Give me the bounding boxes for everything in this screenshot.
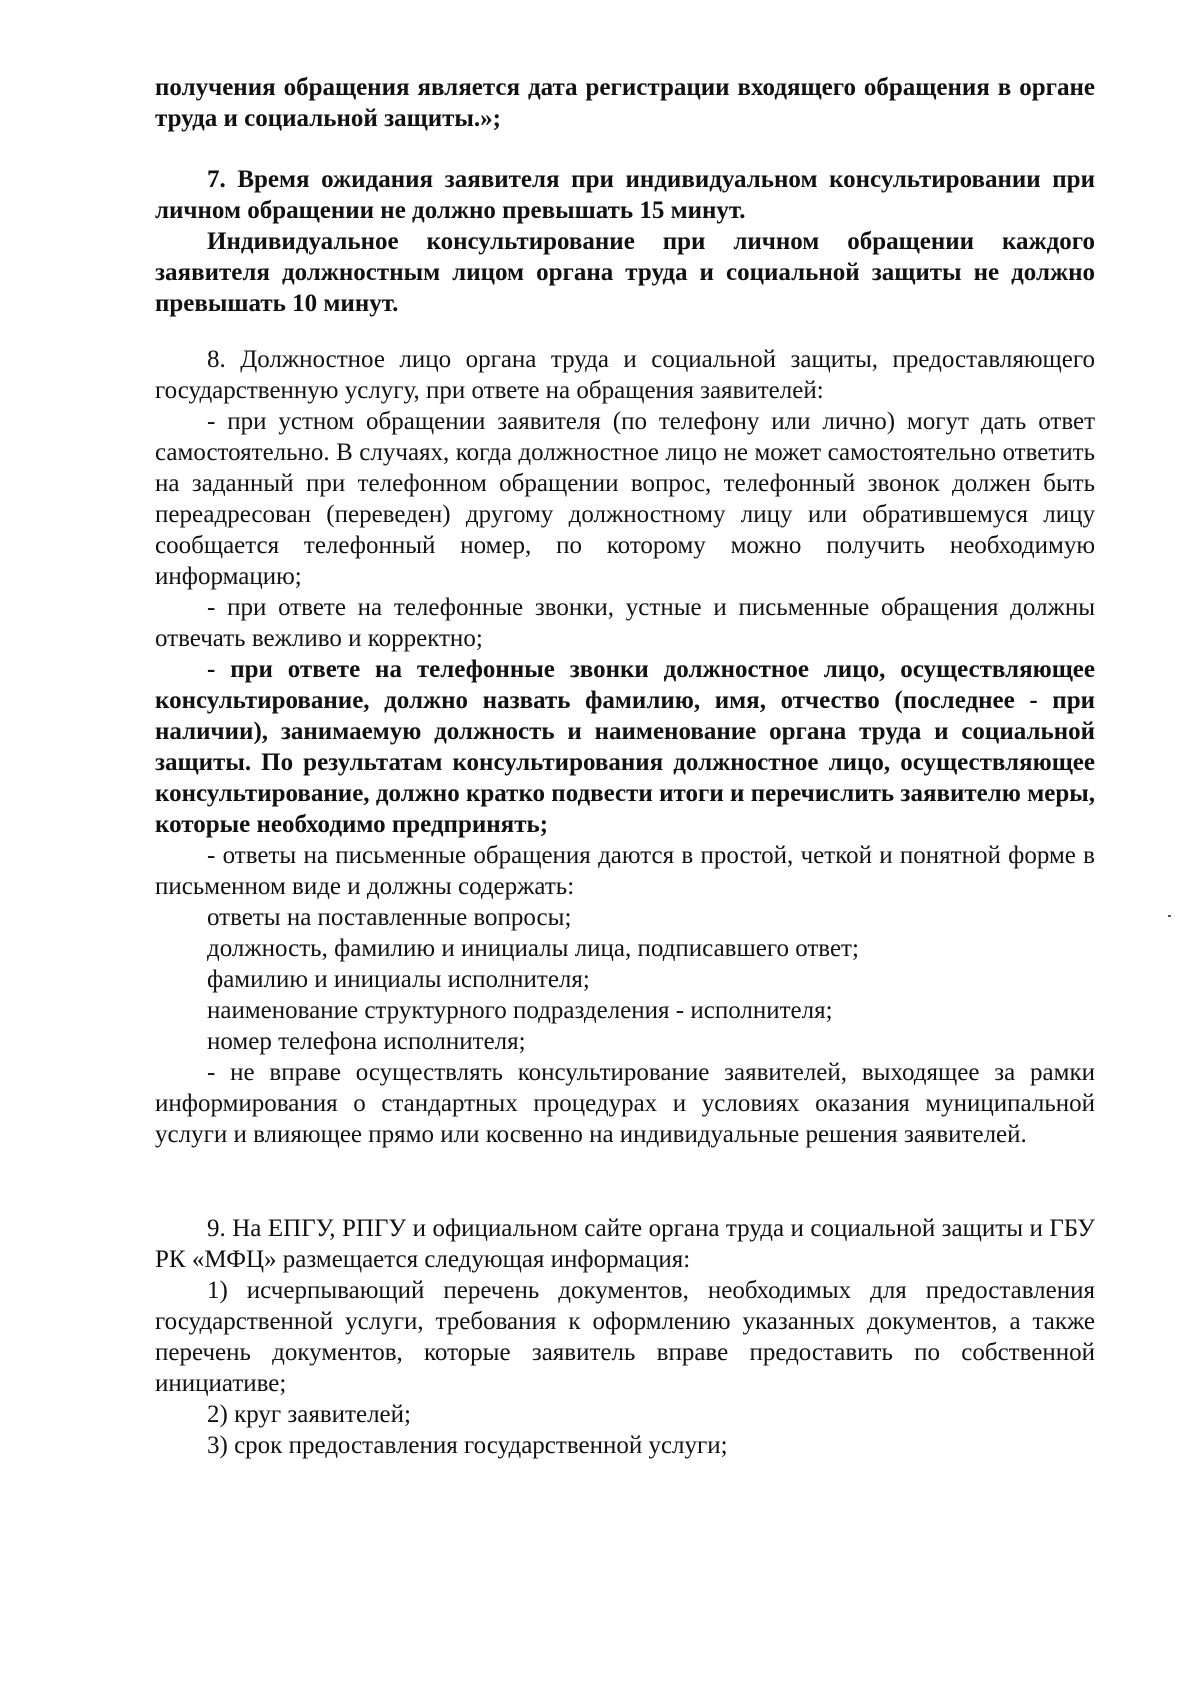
section-9-item-1: 1) исчерпывающий перечень документов, необходимых для предоставления государственной услуги, требования к оформлению указанных документов, а также перечень документов, которые заявитель вправе предоставить по собственной инициативе; (155, 1277, 1095, 1397)
intro-paragraph: получения обращения является дата регистрации входящего обращения в органе труда и социальной защиты.»; (155, 74, 1095, 132)
section-8-item-1: - при устном обращении заявителя (по телефону или лично) могут дать ответ самостоятельно. В случаях, когда должностное лицо не может самостоятельно ответить на заданный при телефонном обращении вопрос, телефонный звонок должен быть переадресован (переведен) другому должностному лицу или обратившемуся лицу сообщается телефонный номер, по которому можно получить необходимую информацию; (155, 408, 1095, 590)
section-8-subitem-3: фамилию и инициалы исполнителя; (207, 966, 590, 993)
section-8-item-4: - ответы на письменные обращения даются в простой, четкой и понятной форме в письменном виде и должны содержать: (155, 842, 1095, 900)
section-8-item-3: - при ответе на телефонные звонки должностное лицо, осуществляющее консультирование, должно назвать фамилию, имя, отчество (последнее - при наличии), занимаемую должность и наименование органа труда и социальной защиты. По результатам консультирования должностное лицо, осуществляющее консультирование, должно кратко подвести итоги и перечислить заявителю меры, которые необходимо предпринять; (155, 656, 1095, 838)
section-8-last-item: - не вправе осуществлять консультирование заявителей, выходящее за рамки информирования о стандартных процедурах и условиях оказания муниципальной услуги и влияющее прямо или косвенно на индивидуальные решения заявителей. (155, 1059, 1095, 1148)
section-8-subitem-2: должность, фамилию и инициалы лица, подписавшего ответ; (207, 935, 859, 962)
section-7-paragraph-2: Индивидуальное консультирование при личном обращении каждого заявителя должностным лицом органа труда и социальной защиты не должно превышать 10 минут. (155, 228, 1095, 317)
section-9-heading: 9. На ЕПГУ, РПГУ и официальном сайте органа труда и социальной защиты и ГБУ РК «МФЦ» размещается следующая информация: (155, 1215, 1095, 1273)
section-8-subitem-1: ответы на поставленные вопросы; (207, 904, 572, 931)
section-9 (155, 1213, 1095, 1461)
section-9-item-3: 3) срок предоставления государственной услуги; (207, 1432, 728, 1459)
section-7 (155, 164, 1095, 319)
section-7-paragraph-1: 7. Время ожидания заявителя при индивидуальном консультировании при личном обращении не должно превышать 15 минут. (155, 166, 1095, 224)
section-8-subitem-5: номер телефона исполнителя; (207, 1028, 526, 1055)
section-8 (155, 344, 1095, 1150)
section-8-subitem-4: наименование структурного подразделения - исполнителя; (207, 997, 833, 1024)
intro-block (155, 72, 1095, 134)
scan-artifact-dot (1168, 915, 1171, 917)
section-9-item-2: 2) круг заявителей; (207, 1401, 411, 1428)
section-8-item-2: - при ответе на телефонные звонки, устные и письменные обращения должны отвечать вежливо и корректно; (155, 594, 1095, 652)
section-8-heading: 8. Должностное лицо органа труда и социальной защиты, предоставляющего государственную услугу, при ответе на обращения заявителей: (155, 346, 1095, 404)
